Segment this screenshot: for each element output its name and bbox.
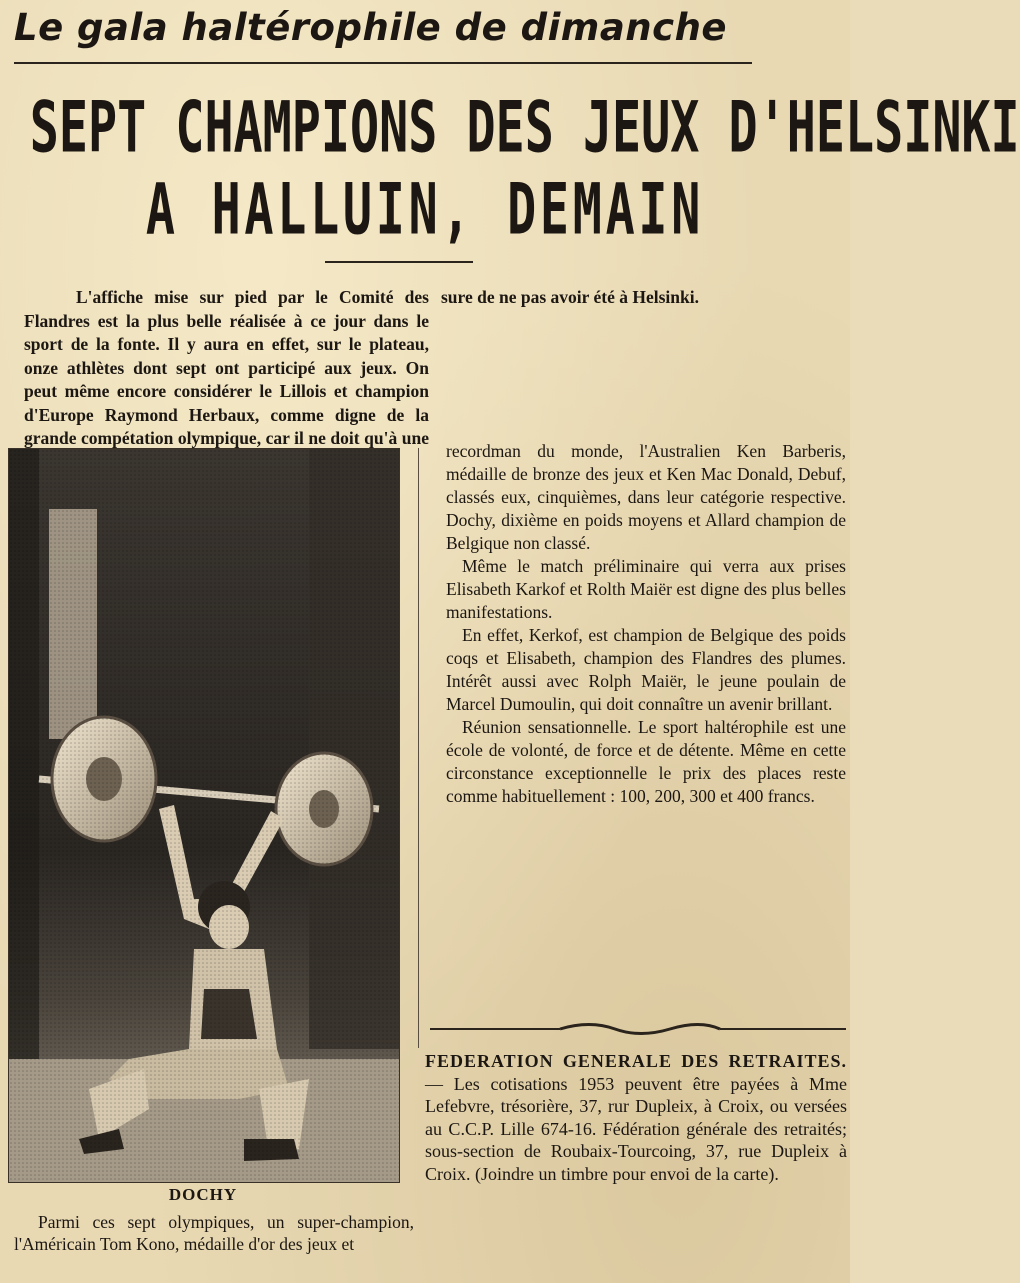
weightlifter-photo: [8, 448, 400, 1183]
photo-caption-text: Parmi ces sept olympiques, un super-champion, l'Américain Tom Kono, médaille d'or des jeux et: [14, 1212, 414, 1254]
headline-line-2: A HALLUIN, DEMAIN: [145, 170, 705, 251]
photo-caption-name: DOCHY: [168, 1185, 238, 1204]
body-paragraph-3: En effet, Kerkof, est champion de Belgique des poids coqs et Elisabeth, champion des Flandres des plumes. Intérêt aussi avec Rolph Maiër, le jeune poulain de Marcel Dumoulin, qui doit connaître un avenir brillant.: [446, 625, 846, 714]
body-paragraph-1: recordman du monde, l'Australien Ken Barberis, médaille de bronze des jeux et Ken Mac Donald, Debuf, classés eux, cinquièmes, dans leur catégorie respective. Dochy, dixième en poids moyens et Allard champion de Belgique non classé.: [446, 441, 846, 553]
headline-divider: [325, 261, 473, 263]
weightlifter-illustration: [9, 449, 399, 1182]
notice-title: FEDERATION GENERALE DES RETRAITES.: [425, 1051, 847, 1071]
body-paragraph-2: Même le match préliminaire qui verra aux prises Elisabeth Karkof et Rolth Maiër est digne des plus belles manifestations.: [446, 556, 846, 622]
notice-text: — Les cotisations 1953 peuvent être payées à Mme Lefebvre, trésorière, 37, rur Dupleix, à Croix, ou versées au C.C.P. Lille 674-16. Fédération générale des retraités; sous-section de Roubaix-Tourcoing, 37, rue Dupleix à Croix. (Joindre un timbre pour envoi de la carte).: [425, 1073, 847, 1184]
kicker-divider: [14, 62, 752, 64]
article-kicker: Le gala haltérophile de dimanche: [14, 6, 728, 49]
lead-column-1: L'affiche mise sur pied par le Comité des Flandres est la plus belle réalisée à ce jour dans le sport de la fonte. Il y aura en effet, sur le plateau, onze athlètes dont sept ont participé aux jeux. On peut même encore considérer le Lillois et champion d'Europe Raymond Herbaux, comme digne de la grande compétation olympique, car il ne doit qu'à une: [24, 287, 429, 448]
article-body: [446, 440, 846, 808]
lead-column-2: sure de ne pas avoir été à Helsinki.: [441, 287, 699, 307]
retirees-notice: [425, 1050, 847, 1185]
headline-line-1: SEPT CHAMPIONS DES JEUX D'HELSINKI: [29, 88, 1020, 169]
column-divider: [418, 448, 419, 1048]
body-paragraph-4: Réunion sensationnelle. Le sport haltérophile est une école de volonté, de force et de détente. Même en cette circonstance exceptionnelle le prix des places reste comme habituellement : 100, 200, 300 et 400 francs.: [446, 717, 846, 806]
ornamental-separator: [430, 1020, 846, 1038]
